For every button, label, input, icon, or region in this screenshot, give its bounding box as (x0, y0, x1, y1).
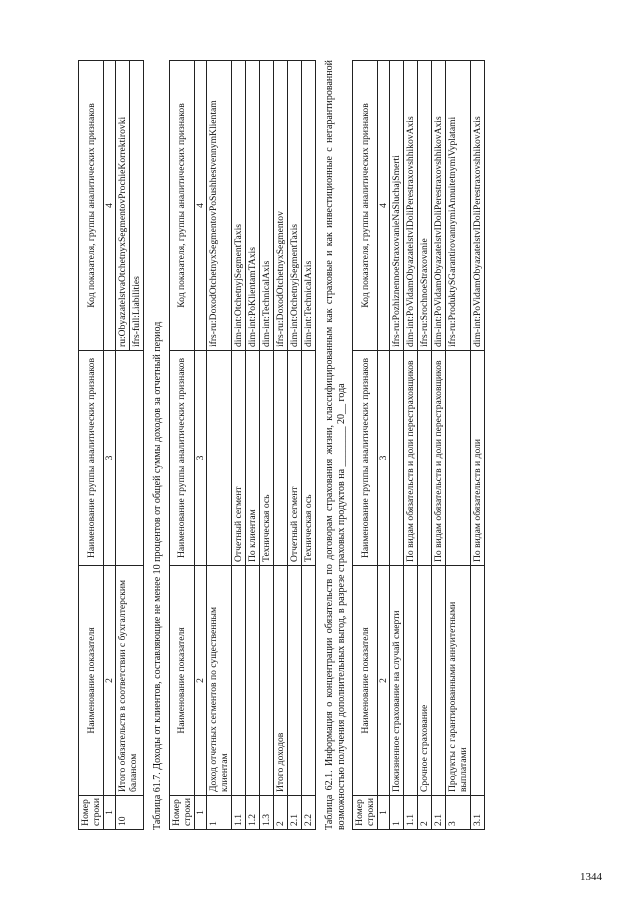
row-name (404, 566, 418, 796)
table-row (287, 61, 301, 830)
header-row-number: Номер строки (79, 796, 104, 830)
row-name (301, 566, 315, 796)
col-num: 2 (194, 566, 206, 796)
table-61-7 (169, 60, 316, 830)
row-number: 1.1 (231, 796, 245, 830)
row-code: ru:ObyazatelstvaOtchetnyxSegmentovProchieKorrektirovki (116, 61, 130, 351)
col-num: 3 (194, 351, 206, 566)
caption-table-62-1: Таблица 62.1. Информация о концентрации обязательств по договорам страхования жизни, классифицированным как страховые и как инвестиционные с негарантированной возможностью получения дополнительных выгод, в разрезе страховых продуктов на ________ 20__ года (324, 60, 347, 830)
row-number: 1 (206, 796, 231, 830)
table-row (404, 61, 418, 830)
row-name (245, 566, 259, 796)
row-code: dim-int:OtchetnyjSegmentTaxis (231, 61, 245, 351)
row-number: 3 (446, 796, 471, 830)
header-group-name: Наименование группы аналитических признаков (79, 351, 104, 566)
table-row (390, 61, 404, 830)
row-number: 1.2 (245, 796, 259, 830)
row-number: 2 (418, 796, 432, 830)
row-group (418, 351, 432, 566)
row-code: ifrs-ru:PozhiznennoeStraxovanieNaSluchajSmerti (390, 61, 404, 351)
header-indicator-name: Наименование показателя (353, 566, 378, 796)
header-indicator-name: Наименование показателя (79, 566, 104, 796)
row-number: 2.2 (301, 796, 315, 830)
table-liabilities-continuation (78, 60, 144, 830)
header-code: Код показателя, группы аналитических признаков (353, 61, 378, 351)
table-62-1 (352, 60, 485, 830)
column-number-row (378, 61, 390, 830)
row-number: 1.1 (404, 796, 418, 830)
row-name: Итого обязательств в соответствии с бухгалтерским балансом (116, 566, 144, 796)
row-name: Доход отчетных сегментов по существенным клиентам (206, 566, 231, 796)
row-code: dim-int:TechnicalAxis (259, 61, 273, 351)
row-code: dim-int:PoVidamObyazatelstvIDoliPerestraxovshhikovAxis (404, 61, 418, 351)
table-row (301, 61, 315, 830)
row-group: Отчетный сегмент (231, 351, 245, 566)
table-row (446, 61, 471, 830)
header-code: Код показателя, группы аналитических признаков (79, 61, 104, 351)
row-number: 2 (273, 796, 287, 830)
row-name (287, 566, 301, 796)
row-group: Техническая ось (259, 351, 273, 566)
row-name (231, 566, 245, 796)
row-group: По клиентам (245, 351, 259, 566)
row-group: По видам обязательств и доли (471, 351, 485, 566)
col-num: 4 (104, 61, 116, 351)
header-row-number: Номер строки (169, 796, 194, 830)
col-num: 2 (104, 566, 116, 796)
table-row (471, 61, 485, 830)
row-code: ifrs-full:Liabilities (130, 61, 144, 351)
table-row (273, 61, 287, 830)
header-row-number: Номер строки (353, 796, 378, 830)
table-row (231, 61, 245, 830)
row-number: 3.1 (471, 796, 485, 830)
row-code: dim-int:OtchetnyjSegmentTaxis (287, 61, 301, 351)
row-code: dim-int:TechnicalAxis (301, 61, 315, 351)
row-name: Пожизненное страхование на случай смерти (390, 566, 404, 796)
col-num: 4 (378, 61, 390, 351)
page-number: 1344 (580, 871, 602, 883)
header-group-name: Наименование группы аналитических признаков (353, 351, 378, 566)
row-group (390, 351, 404, 566)
col-num: 2 (378, 566, 390, 796)
row-number: 2.1 (287, 796, 301, 830)
row-group (446, 351, 471, 566)
row-code: dim-int:PoKlientamTAxis (245, 61, 259, 351)
row-number: 1 (390, 796, 404, 830)
column-number-row (194, 61, 206, 830)
table-row (206, 61, 231, 830)
header-code: Код показателя, группы аналитических признаков (169, 61, 194, 351)
row-number: 1.3 (259, 796, 273, 830)
col-num: 3 (378, 351, 390, 566)
table-row (245, 61, 259, 830)
col-num: 1 (194, 796, 206, 830)
rotated-page-content (78, 60, 583, 830)
row-code: ifrs-ru:ProduktySGarantirovannymiAnnuitetnymiVyplatami (446, 61, 471, 351)
row-code: ifrs-ru:DoxodOtchetnyxSegmentov (273, 61, 287, 351)
col-num: 3 (104, 351, 116, 566)
row-number: 2.1 (432, 796, 446, 830)
row-name: Срочное страхование (418, 566, 432, 796)
row-group (273, 351, 287, 566)
row-group (116, 351, 144, 566)
table-row (432, 61, 446, 830)
col-num: 1 (104, 796, 116, 830)
row-name (471, 566, 485, 796)
row-group: Техническая ось (301, 351, 315, 566)
table-row (418, 61, 432, 830)
column-number-row (104, 61, 116, 830)
row-code: ifrs-ru:SrochnoeStraxovanie (418, 61, 432, 351)
row-code: dim-int:PoVidamObyazatelstvIDoliPerestraxovshhikovAxis (471, 61, 485, 351)
header-group-name: Наименование группы аналитических признаков (169, 351, 194, 566)
row-group: По видам обязательств и доли перестраховщиков (432, 351, 446, 566)
row-code: ifrs-ru:DoxodOtchetnyxSegmentovPoSushhestvennymKlientam (206, 61, 231, 351)
row-name: Продукты с гарантированными аннуитетными выплатами (446, 566, 471, 796)
row-group: По видам обязательств и доли перестраховщиков (404, 351, 418, 566)
row-group (206, 351, 231, 566)
col-num: 1 (378, 796, 390, 830)
header-indicator-name: Наименование показателя (169, 566, 194, 796)
row-group: Отчетный сегмент (287, 351, 301, 566)
table-row (116, 61, 130, 830)
row-code: dim-int:PoVidamObyazatelstvIDoliPerestraxovshhikovAxis (432, 61, 446, 351)
row-name: Итого доходов (273, 566, 287, 796)
caption-table-61-7: Таблица 61.7. Доходы от клиентов, составляющие не менее 10 процентов от общей суммы доходов за отчетный период (152, 321, 164, 830)
col-num: 4 (194, 61, 206, 351)
row-name (432, 566, 446, 796)
row-name (259, 566, 273, 796)
row-number: 10 (116, 796, 144, 830)
table-row (259, 61, 273, 830)
